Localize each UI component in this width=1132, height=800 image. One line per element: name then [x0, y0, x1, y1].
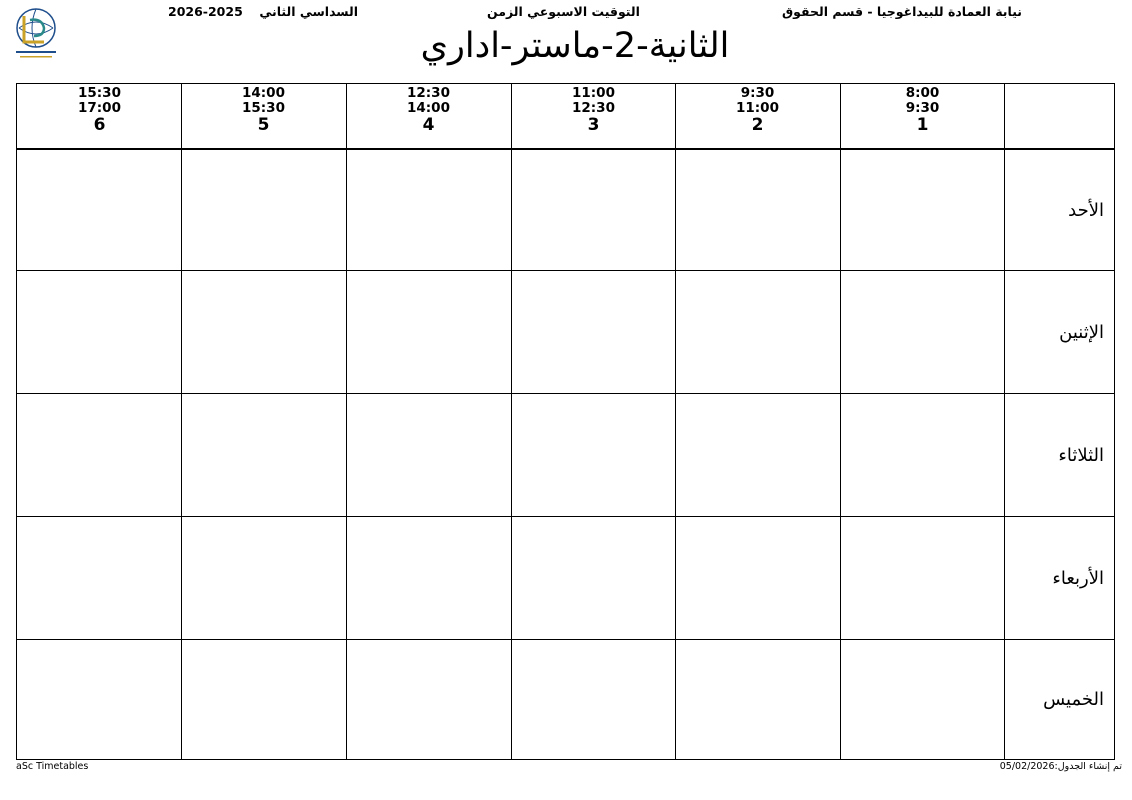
day-label-sunday: الأحد: [1068, 200, 1104, 221]
period-header-1: 8:00 9:30 1: [905, 85, 940, 135]
university-logo: [10, 6, 62, 62]
period-header-3: 11:00 12:30 3: [572, 85, 615, 135]
footer-created-date: تم إنشاء الجدول:05/02/2026: [999, 761, 1122, 772]
timetable-title: الثانية-2-ماستر-اداري: [420, 26, 730, 66]
day-label-thursday: الخميس: [1043, 689, 1104, 710]
day-label-wednesday: الأربعاء: [1052, 568, 1104, 589]
period-header-2: 9:30 11:00 2: [736, 85, 779, 135]
weekly-schedule-heading: التوقيت الاسبوعي الزمن: [487, 4, 640, 19]
department-heading: نيابة العمادة للبيداغوجيا - قسم الحقوق: [781, 4, 1022, 19]
timetable-grid: [16, 83, 1115, 760]
semester-heading: السداسي الثاني: [259, 4, 358, 19]
day-label-tuesday: الثلاثاء: [1058, 445, 1104, 466]
period-header-4: 12:30 14:00 4: [407, 85, 450, 135]
period-header-5: 14:00 15:30 5: [242, 85, 285, 135]
footer-software: aSc Timetables: [16, 761, 89, 772]
period-header-6: 15:30 17:00 6: [78, 85, 121, 135]
day-label-monday: الإثنين: [1059, 322, 1104, 343]
academic-year: 2026-2025: [168, 4, 243, 19]
